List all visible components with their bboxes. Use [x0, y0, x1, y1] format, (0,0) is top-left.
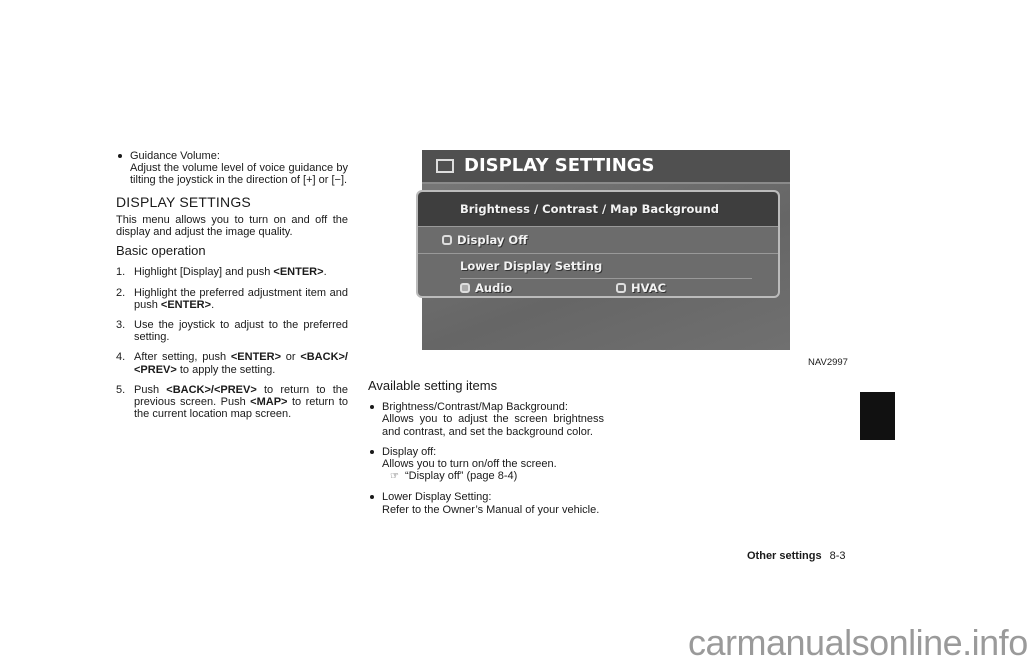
- option-audio: Audio: [418, 280, 778, 296]
- item-title: Guidance Volume:: [130, 150, 220, 162]
- display-settings-screenshot: [422, 150, 790, 350]
- radio-icon: [616, 283, 626, 293]
- option-hvac: HVAC: [616, 280, 736, 296]
- intro-text: This menu allows you to turn on and off the display and adjust the image quality.: [116, 213, 348, 239]
- key-label: <ENTER>: [273, 266, 324, 279]
- settings-icon: [436, 159, 454, 173]
- reference-icon: ☞: [390, 471, 399, 483]
- list-item: Display off: Allows you to turn on/off the screen. ☞ “Display off” (page 8-4): [368, 446, 604, 484]
- step-item: 3. Use the joystick to adjust to the preferred setting.: [116, 319, 348, 344]
- key-label: <BACK>/<PREV>: [166, 383, 257, 396]
- step-item: 4. After setting, push <ENTER> or <BACK>/ <PREV> to apply the setting.: [116, 351, 348, 376]
- page-number: 8-3: [829, 550, 846, 562]
- page-reference[interactable]: ☞ “Display off” (page 8-4): [390, 470, 518, 483]
- list-item: Brightness/Contrast/Map Background: Allows you to adjust the screen brightness and contrast, and set the background color.: [368, 401, 604, 438]
- step-item: 1. Highlight [Display] and push <ENTER>.: [116, 266, 327, 279]
- section-name: Other settings: [747, 550, 822, 562]
- menu-item-lower-display: Lower Display Setting: [460, 259, 603, 273]
- chapter-tab: [860, 392, 895, 440]
- screen-title: DISPLAY SETTINGS: [464, 155, 655, 176]
- menu-item-display-off: Display Off: [418, 227, 778, 253]
- step-item: 2. Highlight the preferred adjustment item and push <ENTER>.: [116, 286, 348, 311]
- key-label: <ENTER>: [160, 298, 212, 311]
- key-label: <BACK>/ <PREV>: [134, 351, 348, 376]
- left-column: [116, 150, 348, 428]
- subheading: Basic operation: [116, 243, 206, 259]
- watermark: carmanualsonline.info: [688, 622, 1028, 663]
- key-label: <MAP>: [250, 396, 288, 409]
- radio-icon: [442, 235, 452, 245]
- item-text: Adjust the volume level of voice guidance by tilting the joystick in the direction of [+] or [−].: [130, 162, 348, 187]
- figure-caption: NAV2997: [808, 357, 848, 368]
- guidance-volume-item: [116, 150, 348, 187]
- menu-panel: [416, 190, 780, 298]
- right-column: [368, 380, 604, 524]
- menu-item-brightness: Brightness / Contrast / Map Background: [418, 192, 778, 226]
- checked-radio-icon: [460, 283, 470, 293]
- page-footer: [747, 550, 845, 562]
- step-item: 5. Push <BACK>/<PREV> to return to the previous screen. Push <MAP> to return to the current location map screen.: [116, 383, 348, 421]
- available-items-heading: Available setting items: [368, 378, 498, 393]
- steps-list: [116, 266, 348, 420]
- section-heading: DISPLAY SETTINGS: [116, 193, 251, 210]
- key-label: <ENTER>: [230, 351, 281, 364]
- list-item: Lower Display Setting: Refer to the Owner’s Manual of your vehicle.: [368, 491, 604, 515]
- screen-header: [422, 150, 790, 184]
